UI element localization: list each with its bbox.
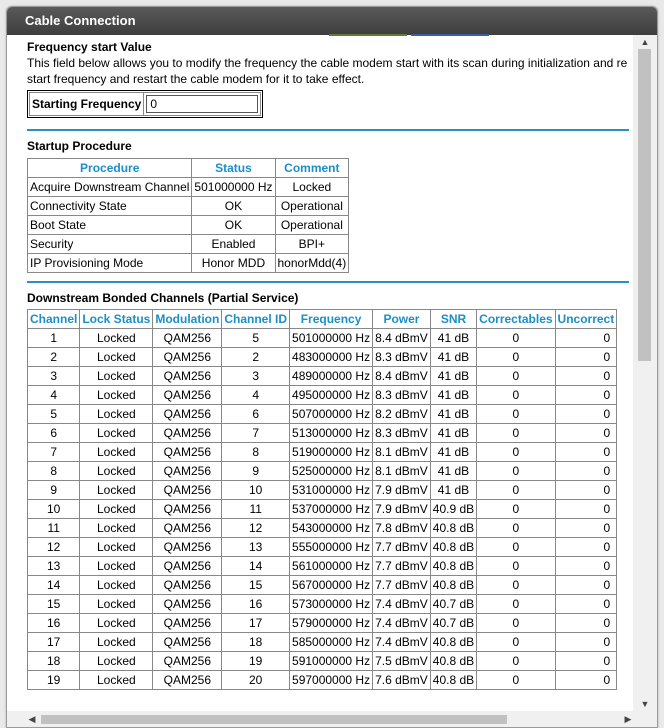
table-row xyxy=(28,197,349,216)
downstream-cell: 0 xyxy=(477,500,555,519)
table-row xyxy=(28,216,349,235)
downstream-cell: 8.3 dBmV xyxy=(373,424,431,443)
downstream-cell: 14 xyxy=(222,557,290,576)
downstream-cell: 0 xyxy=(555,348,617,367)
downstream-cell: 537000000 Hz xyxy=(290,500,373,519)
downstream-cell: 2 xyxy=(28,348,80,367)
downstream-cell: QAM256 xyxy=(153,671,222,690)
downstream-cell: Locked xyxy=(80,443,153,462)
downstream-cell: Locked xyxy=(80,576,153,595)
downstream-cell: 9 xyxy=(28,481,80,500)
downstream-cell: 0 xyxy=(477,424,555,443)
section-divider xyxy=(27,129,629,131)
table-row xyxy=(28,481,617,500)
downstream-cell: 11 xyxy=(222,500,290,519)
downstream-cell: QAM256 xyxy=(153,519,222,538)
table-row xyxy=(28,557,617,576)
table-row xyxy=(28,652,617,671)
startup-cell: Enabled xyxy=(192,235,275,254)
startup-header-cell: Procedure xyxy=(28,159,192,178)
startup-cell: Locked xyxy=(275,178,349,197)
downstream-cell: 41 dB xyxy=(430,443,476,462)
downstream-cell: 20 xyxy=(222,671,290,690)
downstream-header-cell: SNR xyxy=(430,310,476,329)
frequency-section-title: Frequency start Value xyxy=(27,40,152,54)
startup-cell: 501000000 Hz xyxy=(192,178,275,197)
downstream-cell: 0 xyxy=(477,652,555,671)
frequency-description-line2: start frequency and restart the cable modem for it to take effect. xyxy=(27,72,365,86)
downstream-cell: 4 xyxy=(28,386,80,405)
section-divider xyxy=(27,281,629,283)
downstream-cell: 591000000 Hz xyxy=(290,652,373,671)
table-row xyxy=(28,576,617,595)
downstream-cell: 5 xyxy=(222,329,290,348)
downstream-cell: 40.8 dB xyxy=(430,576,476,595)
downstream-cell: 525000000 Hz xyxy=(290,462,373,481)
downstream-cell: 573000000 Hz xyxy=(290,595,373,614)
scroll-right-icon[interactable]: ▶ xyxy=(624,714,632,724)
horizontal-scrollbar[interactable] xyxy=(7,711,657,727)
downstream-cell: 2 xyxy=(222,348,290,367)
downstream-cell: Locked xyxy=(80,386,153,405)
downstream-cell: 41 dB xyxy=(430,405,476,424)
downstream-cell: 7.6 dBmV xyxy=(373,671,431,690)
downstream-cell: 7.7 dBmV xyxy=(373,557,431,576)
downstream-cell: 41 dB xyxy=(430,386,476,405)
downstream-cell: 12 xyxy=(28,538,80,557)
downstream-cell: 7.4 dBmV xyxy=(373,595,431,614)
table-row xyxy=(28,405,617,424)
downstream-cell: 513000000 Hz xyxy=(290,424,373,443)
downstream-cell: 0 xyxy=(555,633,617,652)
startup-cell: Honor MDD xyxy=(192,254,275,273)
table-row xyxy=(28,595,617,614)
downstream-cell: 0 xyxy=(477,367,555,386)
downstream-cell: 7.4 dBmV xyxy=(373,614,431,633)
downstream-cell: 0 xyxy=(555,329,617,348)
downstream-cell: 11 xyxy=(28,519,80,538)
downstream-cell: 41 dB xyxy=(430,329,476,348)
downstream-cell: 17 xyxy=(222,614,290,633)
downstream-cell: 0 xyxy=(555,386,617,405)
downstream-cell: 18 xyxy=(222,633,290,652)
startup-cell: OK xyxy=(192,197,275,216)
cable-connection-window xyxy=(6,6,658,728)
downstream-cell: 0 xyxy=(477,519,555,538)
downstream-cell: 0 xyxy=(477,462,555,481)
downstream-cell: 8 xyxy=(28,462,80,481)
downstream-cell: 597000000 Hz xyxy=(290,671,373,690)
downstream-cell: 0 xyxy=(477,481,555,500)
table-row xyxy=(28,538,617,557)
downstream-header-cell: Uncorrect xyxy=(555,310,617,329)
downstream-cell: QAM256 xyxy=(153,367,222,386)
downstream-cell: 8.4 dBmV xyxy=(373,367,431,386)
downstream-cell: 6 xyxy=(28,424,80,443)
downstream-cell: QAM256 xyxy=(153,481,222,500)
downstream-cell: 15 xyxy=(222,576,290,595)
downstream-cell: 40.8 dB xyxy=(430,633,476,652)
downstream-cell: 40.8 dB xyxy=(430,538,476,557)
table-row xyxy=(28,633,617,652)
downstream-cell: QAM256 xyxy=(153,633,222,652)
downstream-cell: Locked xyxy=(80,652,153,671)
table-row xyxy=(28,348,617,367)
downstream-cell: 0 xyxy=(477,595,555,614)
downstream-cell: 40.8 dB xyxy=(430,557,476,576)
downstream-cell: 16 xyxy=(222,595,290,614)
downstream-cell: 0 xyxy=(477,443,555,462)
downstream-cell: 7 xyxy=(222,424,290,443)
downstream-cell: 15 xyxy=(28,595,80,614)
downstream-header-cell: Frequency xyxy=(290,310,373,329)
downstream-cell: 0 xyxy=(477,538,555,557)
downstream-cell: 6 xyxy=(222,405,290,424)
downstream-cell: 501000000 Hz xyxy=(290,329,373,348)
downstream-cell: QAM256 xyxy=(153,538,222,557)
downstream-cell: Locked xyxy=(80,633,153,652)
window-title: Cable Connection xyxy=(25,13,136,28)
downstream-cell: 0 xyxy=(555,538,617,557)
downstream-cell: QAM256 xyxy=(153,557,222,576)
downstream-cell: 7.7 dBmV xyxy=(373,538,431,557)
downstream-table xyxy=(27,309,617,690)
startup-cell: Acquire Downstream Channel xyxy=(28,178,192,197)
downstream-cell: 9 xyxy=(222,462,290,481)
downstream-cell: 0 xyxy=(555,500,617,519)
downstream-cell: 0 xyxy=(477,386,555,405)
downstream-cell: 18 xyxy=(28,652,80,671)
downstream-cell: 40.7 dB xyxy=(430,614,476,633)
downstream-cell: 8.1 dBmV xyxy=(373,443,431,462)
downstream-cell: 0 xyxy=(555,614,617,633)
downstream-cell: 8.1 dBmV xyxy=(373,462,431,481)
downstream-cell: 0 xyxy=(555,462,617,481)
downstream-cell: 0 xyxy=(477,348,555,367)
downstream-cell: 40.8 dB xyxy=(430,671,476,690)
downstream-cell: Locked xyxy=(80,462,153,481)
startup-cell: Operational xyxy=(275,216,349,235)
startup-cell: Connectivity State xyxy=(28,197,192,216)
downstream-cell: 3 xyxy=(222,367,290,386)
downstream-section-title: Downstream Bonded Channels (Partial Service) xyxy=(27,291,299,305)
downstream-cell: 16 xyxy=(28,614,80,633)
table-row xyxy=(28,500,617,519)
table-row xyxy=(28,329,617,348)
downstream-cell: 41 dB xyxy=(430,348,476,367)
window-titlebar xyxy=(7,7,657,35)
downstream-cell: 41 dB xyxy=(430,367,476,386)
downstream-header-cell: Channel ID xyxy=(222,310,290,329)
downstream-cell: 41 dB xyxy=(430,424,476,443)
downstream-cell: 8.3 dBmV xyxy=(373,348,431,367)
downstream-cell: QAM256 xyxy=(153,329,222,348)
downstream-cell: 555000000 Hz xyxy=(290,538,373,557)
downstream-cell: 0 xyxy=(555,367,617,386)
downstream-cell: 13 xyxy=(222,538,290,557)
downstream-cell: 483000000 Hz xyxy=(290,348,373,367)
downstream-cell: 17 xyxy=(28,633,80,652)
downstream-cell: 561000000 Hz xyxy=(290,557,373,576)
downstream-cell: 7 xyxy=(28,443,80,462)
vertical-scrollbar[interactable] xyxy=(633,35,657,711)
startup-cell: Security xyxy=(28,235,192,254)
downstream-cell: QAM256 xyxy=(153,652,222,671)
startup-cell: OK xyxy=(192,216,275,235)
downstream-cell: 8.3 dBmV xyxy=(373,386,431,405)
scroll-down-icon[interactable]: ▼ xyxy=(640,699,650,709)
downstream-cell: QAM256 xyxy=(153,462,222,481)
table-row xyxy=(28,367,617,386)
downstream-cell: 0 xyxy=(477,633,555,652)
downstream-cell: 0 xyxy=(477,557,555,576)
downstream-cell: 14 xyxy=(28,576,80,595)
downstream-cell: 8 xyxy=(222,443,290,462)
downstream-cell: Locked xyxy=(80,367,153,386)
table-row xyxy=(28,424,617,443)
downstream-cell: 0 xyxy=(477,329,555,348)
downstream-cell: 1 xyxy=(28,329,80,348)
downstream-cell: 3 xyxy=(28,367,80,386)
horizontal-scroll-thumb[interactable] xyxy=(41,715,507,724)
downstream-cell: 7.8 dBmV xyxy=(373,519,431,538)
downstream-cell: 507000000 Hz xyxy=(290,405,373,424)
startup-cell: Operational xyxy=(275,197,349,216)
downstream-cell: 19 xyxy=(28,671,80,690)
downstream-cell: 13 xyxy=(28,557,80,576)
downstream-cell: 12 xyxy=(222,519,290,538)
downstream-header-cell: Power xyxy=(373,310,431,329)
downstream-header-cell: Lock Status xyxy=(80,310,153,329)
starting-frequency-input[interactable] xyxy=(146,95,258,113)
table-row xyxy=(28,235,349,254)
downstream-cell: 19 xyxy=(222,652,290,671)
downstream-cell: 0 xyxy=(555,443,617,462)
startup-procedure-table xyxy=(27,158,349,273)
frequency-description-line1: This field below allows you to modify the frequency the cable modem start with its scan during initialization and re xyxy=(27,56,628,70)
downstream-cell: Locked xyxy=(80,500,153,519)
downstream-cell: Locked xyxy=(80,538,153,557)
starting-frequency-label: Starting Frequency xyxy=(30,93,144,116)
startup-header-cell: Status xyxy=(192,159,275,178)
table-row xyxy=(28,671,617,690)
vertical-scroll-thumb[interactable] xyxy=(638,49,651,361)
downstream-cell: 567000000 Hz xyxy=(290,576,373,595)
downstream-cell: QAM256 xyxy=(153,386,222,405)
downstream-cell: 0 xyxy=(555,424,617,443)
downstream-cell: QAM256 xyxy=(153,424,222,443)
downstream-cell: 7.4 dBmV xyxy=(373,633,431,652)
downstream-cell: Locked xyxy=(80,405,153,424)
downstream-cell: 7.5 dBmV xyxy=(373,652,431,671)
downstream-cell: 40.7 dB xyxy=(430,595,476,614)
downstream-cell: 8.4 dBmV xyxy=(373,329,431,348)
downstream-cell: Locked xyxy=(80,595,153,614)
downstream-cell: 0 xyxy=(555,671,617,690)
downstream-cell: 41 dB xyxy=(430,481,476,500)
downstream-cell: 40.8 dB xyxy=(430,652,476,671)
startup-cell: honorMdd(4) xyxy=(275,254,349,273)
table-row xyxy=(28,178,349,197)
downstream-cell: 40.9 dB xyxy=(430,500,476,519)
downstream-cell: 7.9 dBmV xyxy=(373,500,431,519)
downstream-cell: 5 xyxy=(28,405,80,424)
downstream-header-cell: Channel xyxy=(28,310,80,329)
downstream-cell: 585000000 Hz xyxy=(290,633,373,652)
downstream-header-cell: Modulation xyxy=(153,310,222,329)
downstream-cell: 4 xyxy=(222,386,290,405)
downstream-cell: 495000000 Hz xyxy=(290,386,373,405)
downstream-cell: Locked xyxy=(80,671,153,690)
downstream-cell: 489000000 Hz xyxy=(290,367,373,386)
downstream-cell: 10 xyxy=(28,500,80,519)
downstream-cell: 7.7 dBmV xyxy=(373,576,431,595)
downstream-cell: 0 xyxy=(555,405,617,424)
downstream-cell: 8.2 dBmV xyxy=(373,405,431,424)
downstream-cell: QAM256 xyxy=(153,443,222,462)
downstream-cell: QAM256 xyxy=(153,576,222,595)
downstream-cell: 0 xyxy=(555,519,617,538)
starting-frequency-box xyxy=(27,90,263,118)
downstream-cell: 0 xyxy=(555,595,617,614)
downstream-cell: QAM256 xyxy=(153,348,222,367)
downstream-cell: QAM256 xyxy=(153,405,222,424)
table-row xyxy=(28,443,617,462)
downstream-cell: 543000000 Hz xyxy=(290,519,373,538)
table-row xyxy=(28,462,617,481)
startup-section-title: Startup Procedure xyxy=(27,139,132,153)
downstream-cell: Locked xyxy=(80,329,153,348)
downstream-header-cell: Correctables xyxy=(477,310,555,329)
startup-cell: BPI+ xyxy=(275,235,349,254)
downstream-cell: Locked xyxy=(80,424,153,443)
downstream-cell: 531000000 Hz xyxy=(290,481,373,500)
startup-cell: IP Provisioning Mode xyxy=(28,254,192,273)
table-row xyxy=(28,519,617,538)
downstream-cell: Locked xyxy=(80,557,153,576)
downstream-cell: Locked xyxy=(80,614,153,633)
downstream-cell: 0 xyxy=(555,557,617,576)
table-row xyxy=(28,614,617,633)
downstream-cell: 0 xyxy=(477,576,555,595)
downstream-cell: QAM256 xyxy=(153,614,222,633)
downstream-cell: 0 xyxy=(477,671,555,690)
downstream-cell: Locked xyxy=(80,481,153,500)
downstream-cell: 0 xyxy=(555,576,617,595)
downstream-table-wrap xyxy=(27,309,629,690)
downstream-cell: 7.9 dBmV xyxy=(373,481,431,500)
downstream-cell: 41 dB xyxy=(430,462,476,481)
downstream-cell: 519000000 Hz xyxy=(290,443,373,462)
downstream-cell: 579000000 Hz xyxy=(290,614,373,633)
scroll-up-icon[interactable]: ▲ xyxy=(640,37,650,47)
scroll-content xyxy=(7,35,629,711)
downstream-cell: Locked xyxy=(80,519,153,538)
downstream-cell: 0 xyxy=(477,614,555,633)
downstream-cell: Locked xyxy=(80,348,153,367)
downstream-cell: 0 xyxy=(555,652,617,671)
downstream-cell: 40.8 dB xyxy=(430,519,476,538)
downstream-cell: 0 xyxy=(555,481,617,500)
table-row xyxy=(28,386,617,405)
startup-cell: Boot State xyxy=(28,216,192,235)
downstream-cell: QAM256 xyxy=(153,595,222,614)
downstream-cell: QAM256 xyxy=(153,500,222,519)
scroll-left-icon[interactable]: ◀ xyxy=(28,714,36,724)
downstream-cell: 10 xyxy=(222,481,290,500)
table-row xyxy=(28,254,349,273)
downstream-cell: 0 xyxy=(477,405,555,424)
startup-header-cell: Comment xyxy=(275,159,349,178)
